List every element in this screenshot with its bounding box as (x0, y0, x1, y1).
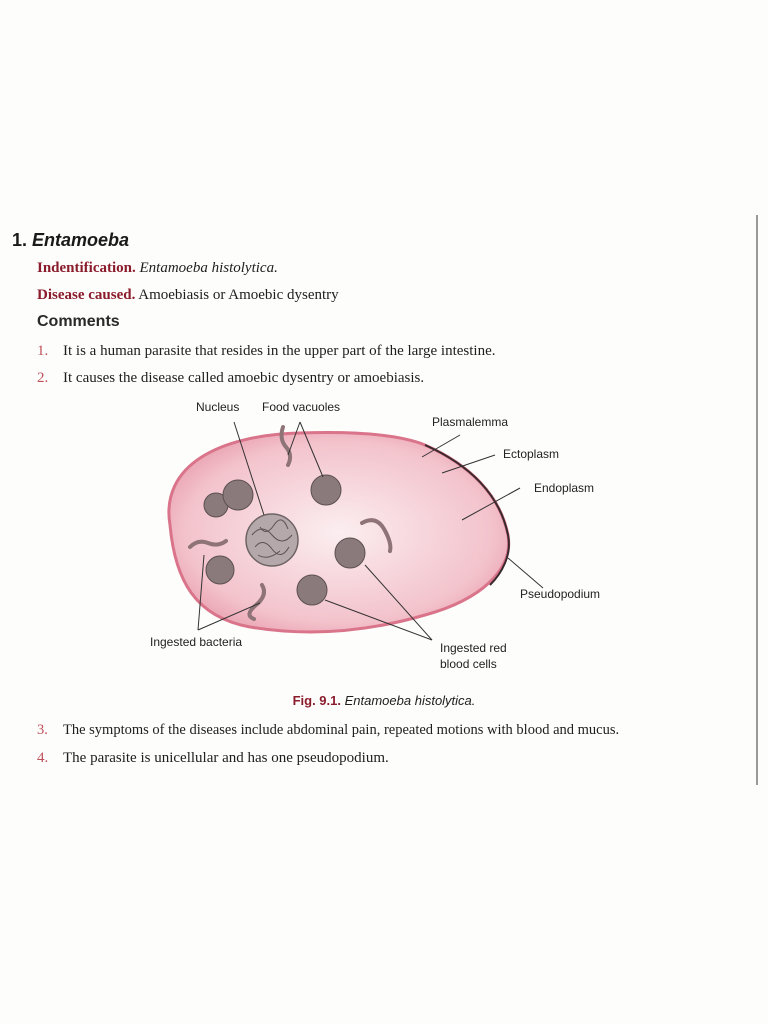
label-ingested-rbc-1: Ingested red (440, 641, 507, 655)
label-plasmalemma: Plasmalemma (432, 415, 509, 429)
comment-text: The symptoms of the diseases include abdominal pain, repeated motions with blood and mucus. (63, 722, 620, 738)
label-pseudopodium: Pseudopodium (520, 587, 601, 601)
comment-text: It causes the disease called amoebic dysentry or amoebiasis. (63, 370, 425, 386)
rbc-cell (206, 556, 234, 584)
figure-caption (0, 693, 768, 708)
label-ingested-bacteria: Ingested bacteria (150, 635, 243, 649)
comment-number: 1. (37, 343, 49, 359)
label-nucleus: Nucleus (196, 400, 240, 414)
identification-line (37, 260, 278, 277)
rbc-cell (335, 538, 365, 568)
comment-number: 4. (37, 750, 49, 766)
label-food-vacuoles: Food vacuoles (262, 400, 341, 414)
disease-label: Disease caused. (37, 287, 136, 303)
label-endoplasm: Endoplasm (534, 481, 595, 495)
rbc-cell (297, 575, 327, 605)
label-ingested-rbc-2: blood cells (440, 657, 497, 671)
identification-value: Entamoeba histolytica. (139, 260, 278, 276)
disease-line (37, 287, 339, 304)
comment-item (37, 343, 496, 360)
comment-text: It is a human parasite that resides in the upper part of the large intestine. (63, 343, 496, 359)
figure-number: Fig. 9.1. (292, 693, 341, 708)
nucleus (246, 514, 298, 566)
label-ectoplasm: Ectoplasm (503, 447, 560, 461)
section-title: Entamoeba (32, 230, 130, 250)
comment-text: The parasite is unicellular and has one pseudopodium. (63, 750, 389, 766)
comment-item (37, 750, 389, 767)
disease-value: Amoebiasis or Amoebic dysentry (138, 287, 339, 303)
entamoeba-diagram (140, 395, 660, 685)
comment-number: 2. (37, 370, 49, 386)
section-number: 1. (12, 230, 28, 250)
comment-item (37, 722, 619, 739)
rbc-cell (223, 480, 253, 510)
comments-heading: Comments (37, 313, 120, 330)
figure-title: Entamoeba histolytica. (344, 693, 476, 708)
comment-item (37, 370, 424, 387)
identification-label: Indentification. (37, 260, 136, 276)
comment-number: 3. (37, 722, 48, 738)
section-heading (12, 230, 129, 251)
rbc-cell (311, 475, 341, 505)
